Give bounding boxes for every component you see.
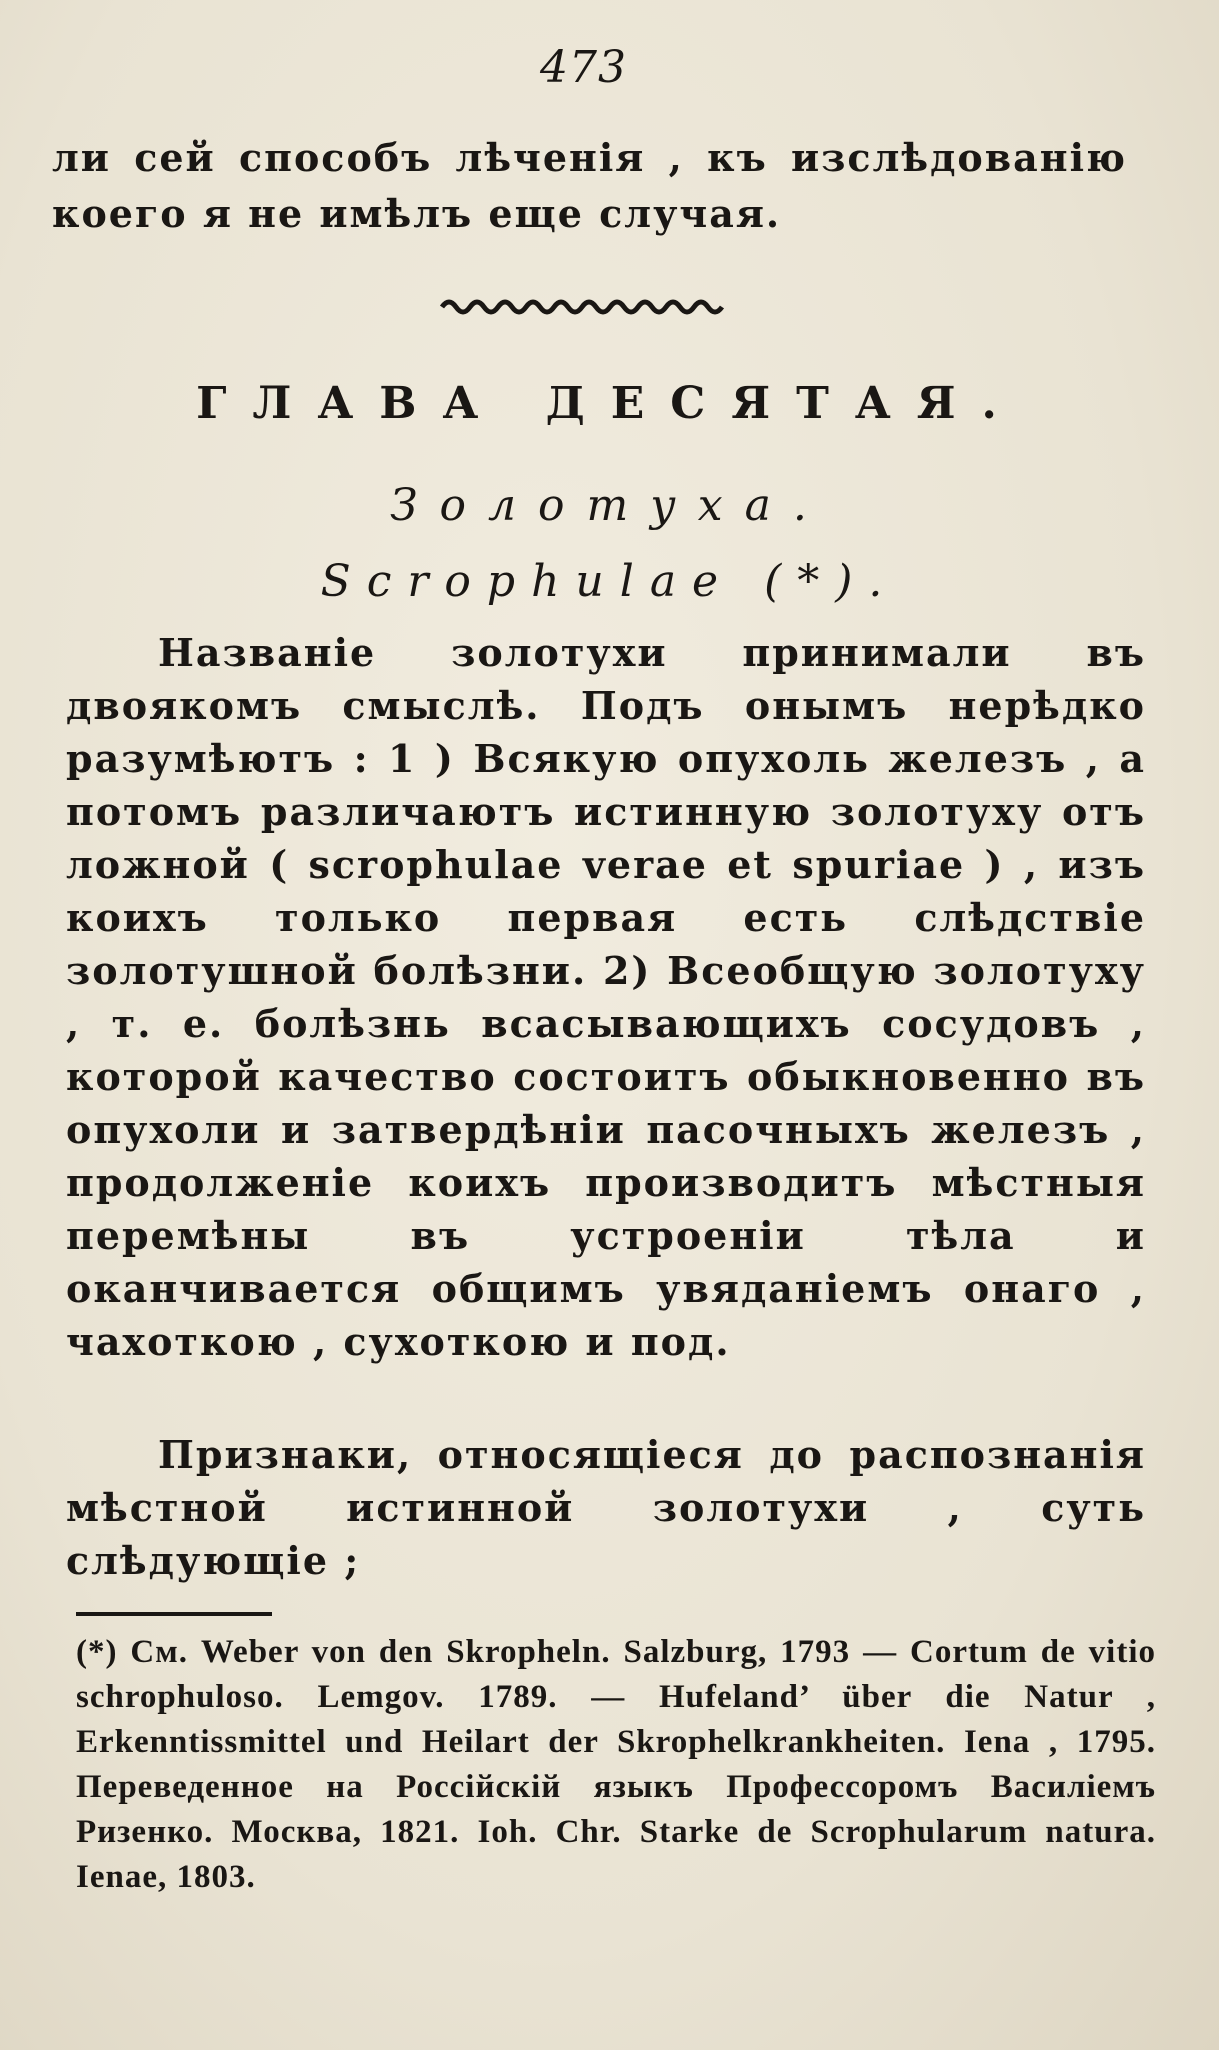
chapter-subtitle: Золотуха. <box>390 480 829 531</box>
page-number: 473 <box>540 42 627 93</box>
body-paragraph-2 <box>66 1428 1146 1587</box>
latin-subtitle: Scrophulae (*). <box>320 556 899 607</box>
paragraph-signs: Признаки, относящіеся до распознанія мѣстной истинной золотухи , суть слѣдующіе ; <box>66 1432 1146 1583</box>
paragraph-definition: Названіе золотухи принимали въ двоякомъ смыслѣ. Подъ онымъ нерѣдко разумѣютъ : 1 ) Всякую опухоль железъ , а потомъ различаютъ истинную золотуху отъ ложной ( scrophulae verae et spuriae ) , изъ коихъ только первая есть слѣдствіе золотушной болѣзни. 2) Всеобщую золотуху , т. е. болѣзнь всасывающихъ сосудовъ , которой качество состоитъ обыкновенно въ опухоли и затвердѣніи пасочныхъ железъ , продолженіе коихъ производитъ мѣстныя перемѣны въ устроеніи тѣла и оканчивается общимъ увяданіемъ онаго , чахоткою , сухоткою и под. <box>66 630 1146 1364</box>
chapter-title: ГЛАВА ДЕСЯТАЯ. <box>196 378 1023 429</box>
continuation-text: ли сей способъ лѣченія , къ изслѣдованію коего я не имѣлъ еще случая. <box>52 135 1127 236</box>
body-paragraph-1 <box>66 626 1146 1368</box>
footnote: (*) См. Weber von den Skropheln. Salzburg, 1793 — Cortum de vitio schrophuloso. Lemgov. 1789. — Hufeland’ über die Natur , Erkenntissmittel und Heilart der Skrophelkrankheiten. Iena , 1795. Переведенное на Россійскій языкъ Профессоромъ Василіемъ Ризенко. Москва, 1821. Ioh. Chr. Starke de Scrophularum natura. Ienae, 1803. <box>76 1634 1156 1895</box>
footnote-divider <box>76 1612 272 1616</box>
wavy-divider-ornament <box>440 292 730 322</box>
